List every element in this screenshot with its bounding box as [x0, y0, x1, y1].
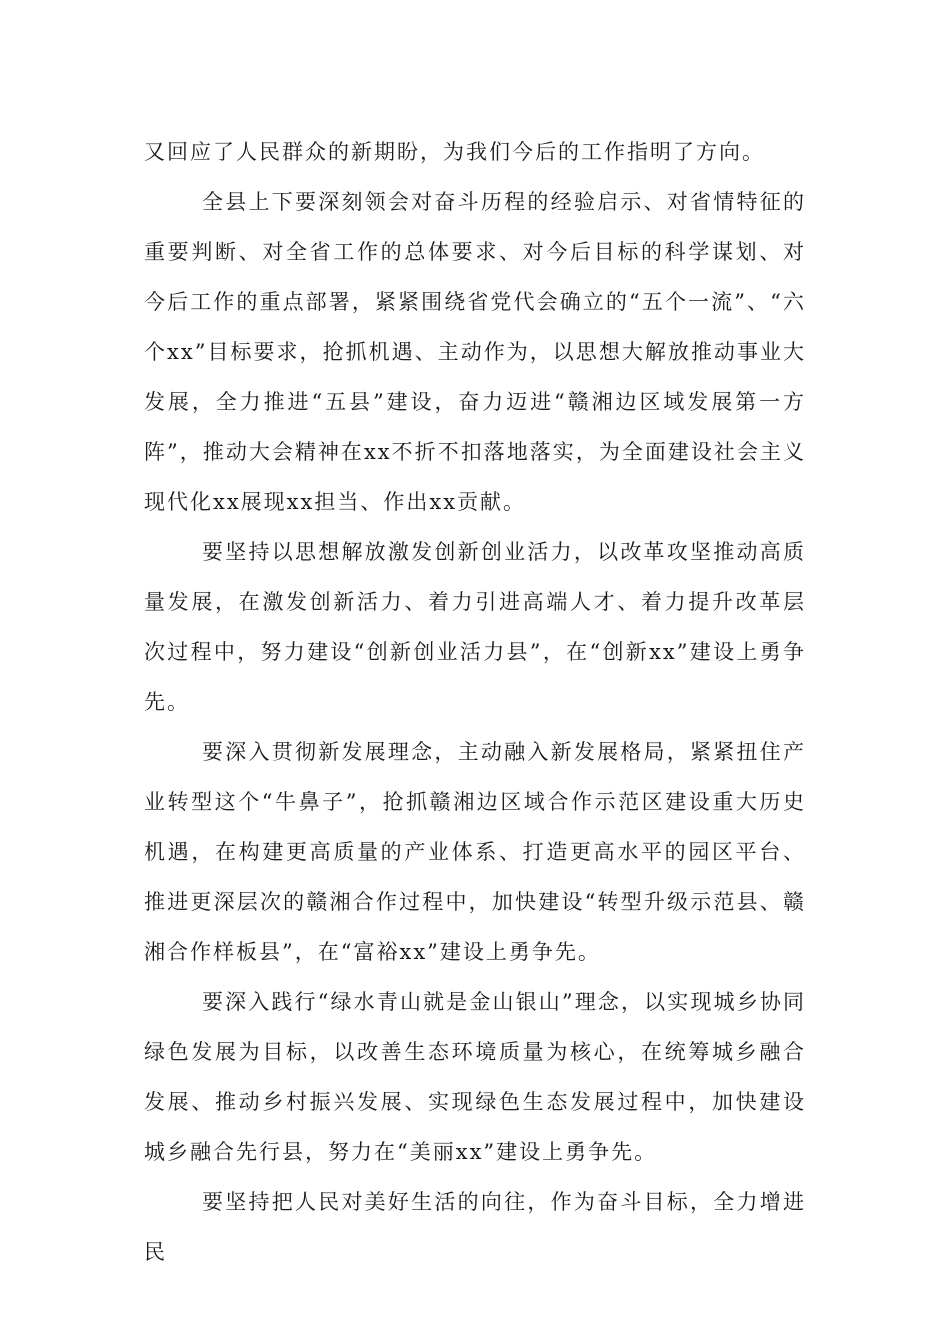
paragraph-continuation: 又回应了人民群众的新期盼，为我们今后的工作指明了方向。 — [144, 140, 765, 164]
document-body — [144, 127, 806, 1277]
paragraph-green-development: 要深入践行“绿水青山就是金山银山”理念，以实现城乡协同绿色发展为目标，以改善生态环境质量为核心，在统筹城乡融合发展、推动乡村振兴发展、实现绿色生态发展过程中，加快建设城乡融合先行县，努力在“美丽xx”建设上勇争先。 — [144, 990, 806, 1164]
paragraph-innovation: 要坚持以思想解放激发创新创业活力，以改革攻坚推动高质量发展，在激发创新活力、着力引进高端人才、着力提升改革层次过程中，努力建设“创新创业活力县”，在“创新xx”建设上勇争先。 — [144, 540, 806, 714]
paragraph-people-wellbeing: 要坚持把人民对美好生活的向往，作为奋斗目标，全力增进民 — [144, 1190, 806, 1264]
paragraph-overall-requirements: 全县上下要深刻领会对奋斗历程的经验启示、对省情特征的重要判断、对全省工作的总体要求、对今后目标的科学谋划、对今后工作的重点部署，紧紧围绕省党代会确立的“五个一流”、“六个xx”目标要求，抢抓机遇、主动作为，以思想大解放推动事业大发展，全力推进“五县”建设，奋力迈进“赣湘边区域发展第一方阵”，推动大会精神在xx不折不扣落地落实，为全面建设社会主义现代化xx展现xx担当、作出xx贡献。 — [144, 190, 806, 514]
paragraph-industrial-transformation: 要深入贯彻新发展理念，主动融入新发展格局，紧紧扭住产业转型这个“牛鼻子”，抢抓赣湘边区域合作示范区建设重大历史机遇，在构建更高质量的产业体系、打造更高水平的园区平台、推进更深层次的赣湘合作过程中，加快建设“转型升级示范县、赣湘合作样板县”，在“富裕xx”建设上勇争先。 — [144, 740, 806, 964]
